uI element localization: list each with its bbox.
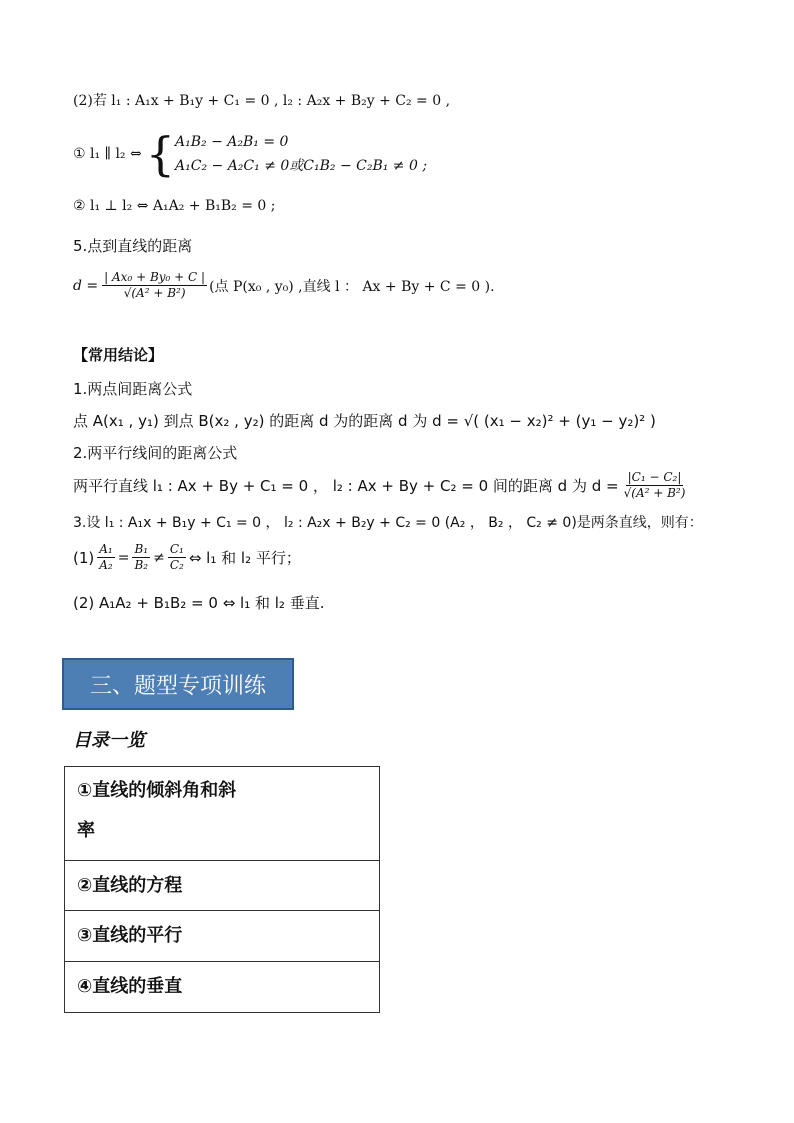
ratio-c-num: C₁ bbox=[169, 542, 184, 556]
parallel-case-1: A₁B₂ − A₂B₁ = 0 bbox=[175, 134, 289, 150]
ratio-a-num: A₁ bbox=[99, 542, 113, 556]
distance-tail: (点 P(x₀ , y₀) ,直线 l ： Ax + By + C = 0 ). bbox=[209, 278, 495, 295]
section5-title: 5.点到直线的距离 bbox=[73, 237, 193, 255]
parallel-case-2: A₁C₂ − A₂C₁ ≠ 0或C₁B₂ − C₂B₁ ≠ 0 ; bbox=[175, 158, 428, 174]
line-definition: (2)若 l₁ : A₁x + B₁y + C₁ = 0 , l₂ : A₂x + B₂y + C₂ = 0 , bbox=[73, 93, 451, 109]
brace-symbol: { bbox=[145, 127, 176, 181]
distance-denominator: √(A² + B²) bbox=[123, 286, 186, 300]
point-line-distance-formula bbox=[73, 270, 495, 301]
toc-item-equation[interactable]: ②直线的方程 bbox=[65, 861, 379, 911]
perpendicular-condition: ② l₁ ⊥ l₂ ⇔ A₁A₂ + B₁B₂ = 0 ; bbox=[73, 198, 276, 214]
parallel-prefix: ① l₁ ∥ l₂ ⇔ bbox=[73, 146, 142, 162]
ratio-a-den: A₂ bbox=[99, 558, 113, 572]
ratio-b-den: B₂ bbox=[134, 558, 149, 572]
section-heading bbox=[62, 658, 294, 710]
parallel-distance-formula bbox=[73, 470, 687, 501]
ratio-b-num: B₁ bbox=[134, 542, 149, 556]
toc-item-parallel[interactable]: ③直线的平行 bbox=[65, 911, 379, 962]
parallel-distance-fraction bbox=[622, 470, 688, 501]
item2-text: 两平行直线 l₁ : Ax + By + C₁ = 0 ， l₂ : Ax + By + C₂ = 0 间的距离 d 为 d = bbox=[73, 477, 619, 495]
ratio-c bbox=[168, 542, 186, 573]
item3-perpendicular: (2) A₁A₂ + B₁B₂ = 0 ⇔ l₁ 和 l₂ 垂直. bbox=[73, 594, 325, 612]
d-equals: d = bbox=[73, 277, 99, 294]
parallel-condition bbox=[73, 127, 428, 181]
equals-sign: = bbox=[117, 549, 130, 566]
common-title: 【常用结论】 bbox=[73, 346, 164, 364]
toc-table bbox=[64, 766, 380, 1013]
parallel-distance-numerator: |C₁ − C₂| bbox=[627, 470, 682, 484]
parallel-cases bbox=[175, 130, 427, 178]
ratio-b bbox=[132, 542, 150, 573]
item2-title: 2.两平行线间的距离公式 bbox=[73, 444, 238, 462]
distance-fraction bbox=[102, 270, 207, 301]
ratio-c-den: C₂ bbox=[169, 558, 184, 572]
item1-text: 点 A(x₁ , y₁) 到点 B(x₂ , y₂) 的距离 d 为的距离 d 为 d = √( (x₁ − x₂)² + (y₁ − y₂)² ) bbox=[73, 412, 656, 430]
item1-title: 1.两点间距离公式 bbox=[73, 380, 193, 398]
toc-item-slope-line1: ①直线的倾斜角和斜 bbox=[77, 780, 237, 801]
not-equal-sign: ≠ bbox=[153, 549, 165, 566]
item3-1-suffix: ⇔ l₁ 和 l₂ 平行； bbox=[188, 549, 301, 567]
item3-1-prefix: (1) bbox=[73, 548, 95, 567]
item3-text: 3.设 l₁ : A₁x + B₁y + C₁ = 0 ， l₂ : A₂x + B₂y + C₂ = 0 (A₂ ， B₂ ， C₂ ≠ 0)是两条直线，则有： bbox=[73, 515, 703, 531]
distance-numerator: | Ax₀ + By₀ + C | bbox=[104, 270, 206, 284]
toc-item-slope-line2: 率 bbox=[77, 820, 95, 841]
toc-item-slope[interactable] bbox=[65, 767, 379, 861]
item3-parallel bbox=[73, 542, 301, 573]
parallel-distance-denominator: √(A² + B²) bbox=[623, 486, 686, 500]
toc-item-perpendicular[interactable]: ④直线的垂直 bbox=[77, 976, 183, 997]
toc-title: 目录一览 bbox=[73, 730, 145, 751]
section-heading-text: 三、题型专项训练 bbox=[89, 673, 266, 699]
ratio-a bbox=[97, 542, 114, 573]
